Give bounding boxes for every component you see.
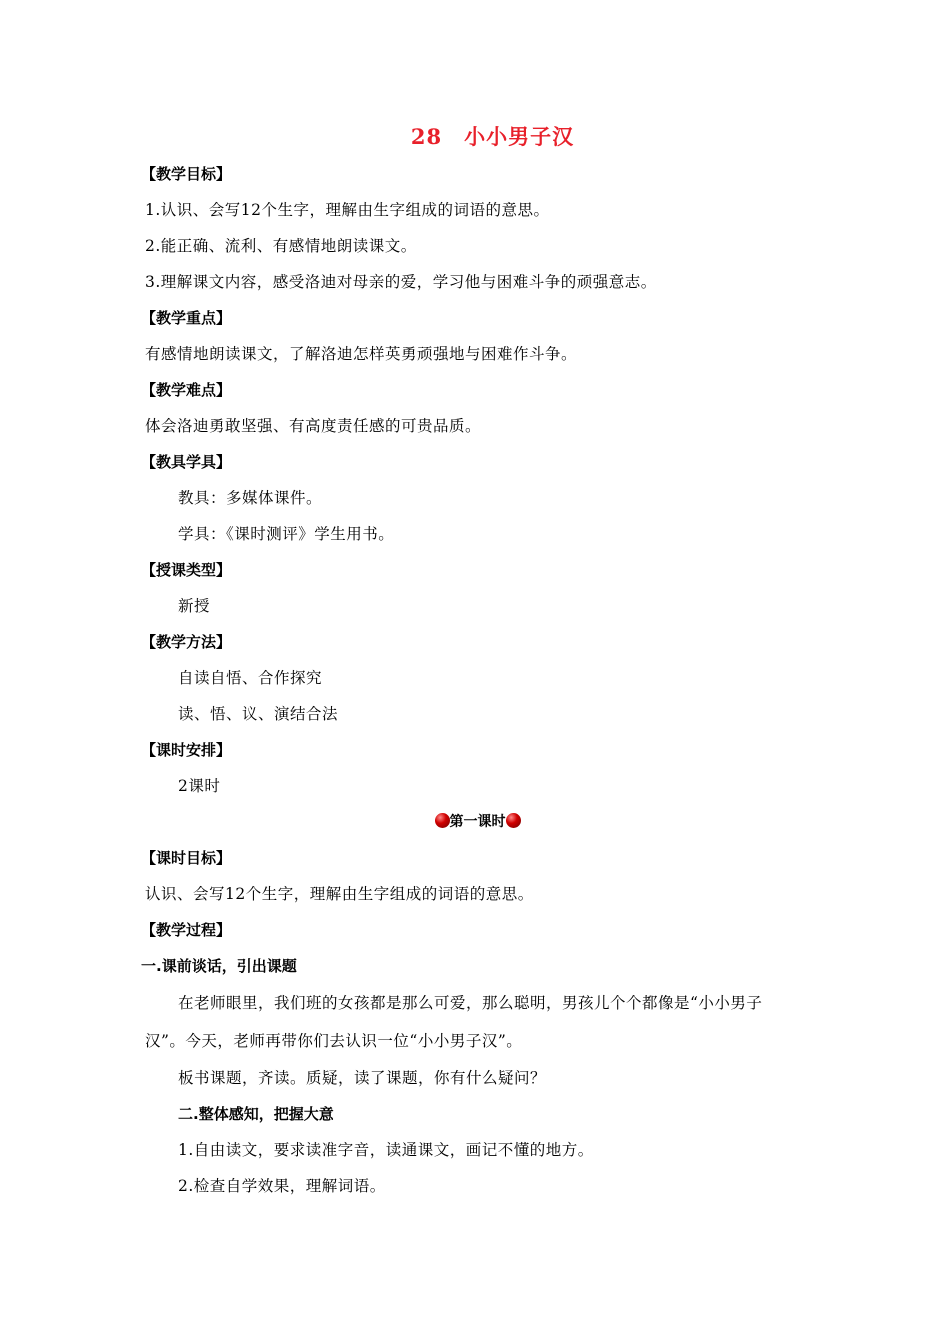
heading-difficulties: 【教学难点】 xyxy=(141,381,232,399)
goal-item-3: 3.理解课文内容，感受洛迪对母亲的爱，学习他与困难斗争的顽强意志。 xyxy=(145,273,657,291)
lesson-title: 28 小小男子汉 xyxy=(410,124,575,149)
difficulties-text: 体会洛迪勇敢坚强、有高度责任感的可贵品质。 xyxy=(145,417,482,435)
heading-teaching-goals: 【教学目标】 xyxy=(141,165,232,183)
heading-teaching-process: 【教学过程】 xyxy=(141,921,232,939)
heading-session-goals: 【课时目标】 xyxy=(141,849,232,867)
schedule-text: 2课时 xyxy=(178,777,221,795)
session-divider xyxy=(145,804,810,840)
goal-item-2: 2.能正确、流利、有感情地朗读课文。 xyxy=(145,237,417,255)
session-goal-text: 认识、会写12个生字，理解由生字组成的词语的意思。 xyxy=(145,885,534,903)
step2-item-1: 1.自由读文，要求读准字音，读通课文，画记不懂的地方。 xyxy=(178,1141,594,1159)
step1-board-text: 板书课题，齐读。质疑，读了课题，你有什么疑问？ xyxy=(178,1069,547,1087)
lesson-type-text: 新授 xyxy=(178,597,211,615)
red-ball-icon xyxy=(435,813,450,828)
method-item-1: 自读自悟、合作探究 xyxy=(178,669,323,687)
step1-heading: 一.课前谈话，引出课题 xyxy=(141,957,297,975)
step2-item-2: 2.检查自学效果，理解词语。 xyxy=(178,1177,386,1195)
lesson-plan-page xyxy=(141,118,810,1204)
student-tools-text: 学具：《课时测评》学生用书。 xyxy=(178,525,395,543)
method-item-2: 读、悟、议、演结合法 xyxy=(178,705,339,723)
heading-tools: 【教具学具】 xyxy=(141,453,232,471)
step2-heading: 二.整体感知，把握大意 xyxy=(178,1105,334,1123)
heading-lesson-type: 【授课类型】 xyxy=(141,561,232,579)
red-ball-icon xyxy=(506,813,521,828)
teacher-tools-text: 教具：多媒体课件。 xyxy=(178,489,323,507)
goal-item-1: 1.认识、会写12个生字，理解由生字组成的词语的意思。 xyxy=(145,201,550,219)
session-label: 第一课时 xyxy=(449,814,506,830)
step1-paragraph-line-2: 汉”。今天，老师再带你们去认识一位“小小男子汉”。 xyxy=(145,1032,523,1050)
heading-key-points: 【教学重点】 xyxy=(141,309,232,327)
step1-paragraph-line-1: 在老师眼里，我们班的女孩都是那么可爱，那么聪明，男孩儿个个都像是“小小男子 xyxy=(178,994,763,1012)
heading-methods: 【教学方法】 xyxy=(141,633,232,651)
heading-schedule: 【课时安排】 xyxy=(141,741,232,759)
key-points-text: 有感情地朗读课文，了解洛迪怎样英勇顽强地与困难作斗争。 xyxy=(145,345,578,363)
